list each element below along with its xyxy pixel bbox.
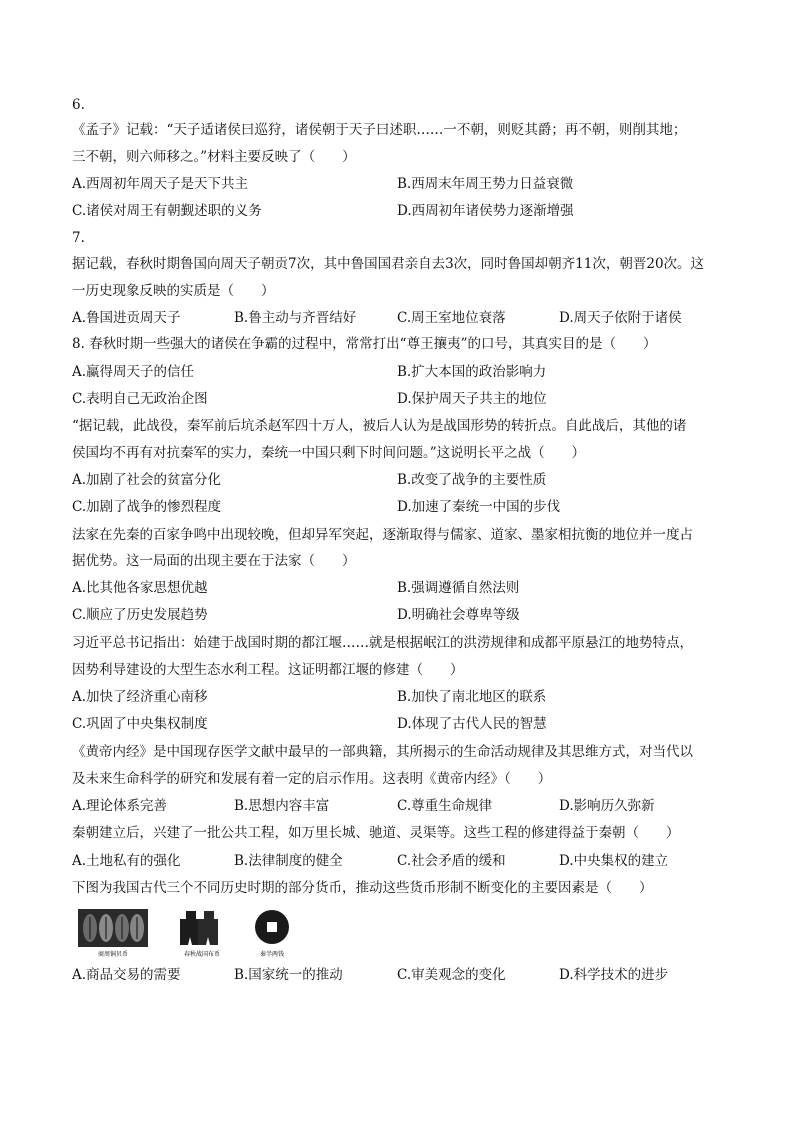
question-13-stem: 秦朝建立后，兴建了一批公共工程，如万里长城、驰道、灵渠等。这些工程的修建得益于秦朝（ ） (72, 825, 680, 841)
question-7-stem-line-2: 一历史现象反映的实质是（ ） (72, 283, 275, 299)
question-6-option-b: B.西周末年周王势力日益衰微 (397, 176, 574, 192)
question-10-stem-line-2: 据优势。这一局面的出现主要在于法家（ ） (72, 553, 356, 569)
question-13-option-d: D.中央集权的建立 (559, 853, 669, 869)
question-9-option-a: A.加剧了社会的贫富分化 (72, 472, 222, 488)
shell-coin-caption: 商周铜贝币 (97, 951, 129, 958)
question-13-option-b: B.法律制度的健全 (234, 853, 343, 869)
spade-coin-image (180, 911, 218, 945)
question-6-stem-line-1: 《孟子》记载：“天子适诸侯曰巡狩，诸侯朝于天子曰述职……一不朝，则贬其爵；再不朝，则削其地； (72, 122, 687, 138)
question-9-option-d: D.加速了秦统一中国的步伐 (397, 499, 561, 515)
question-14-option-c: C.审美观念的变化 (397, 967, 506, 983)
round-coin-caption: 秦半两钱 (259, 951, 285, 958)
question-14-option-a: A.商品交易的需要 (72, 967, 181, 983)
question-8-option-a: A.赢得周天子的信任 (72, 364, 195, 380)
question-14-option-b: B.国家统一的推动 (234, 967, 343, 983)
question-8-stem: 8. 春秋时期一些强大的诸侯在争霸的过程中，常常打出“尊王攘夷”的口号，其真实目的是（ ） (72, 336, 657, 352)
question-7-stem-line-1: 据记载，春秋时期鲁国向周天子朝贡7次，其中鲁国国君亲自去3次，同时鲁国却朝齐11次，朝晋20次。这 (72, 256, 705, 272)
question-7-number: 7. (72, 230, 85, 246)
question-9-option-c: C.加剧了战争的惨烈程度 (72, 499, 222, 515)
question-10-option-b: B.强调遵循自然法则 (397, 580, 520, 596)
ancient-coins-figure (78, 905, 318, 960)
question-12-option-a: A.理论体系完善 (72, 798, 168, 814)
question-12-stem-line-2: 及未来生命科学的研究和发展有着一定的启示作用。这表明《黄帝内经》（ ） (72, 771, 552, 787)
question-8-option-c: C.表明自己无政治企图 (72, 391, 208, 407)
question-9-option-b: B.改变了战争的主要性质 (397, 472, 547, 488)
question-6-stem-line-2: 三不朝，则六师移之。”材料主要反映了（ ） (72, 149, 356, 165)
question-11-stem-line-2: 因势利导建设的大型生态水利工程。这证明都江堰的修建（ ） (72, 662, 464, 678)
question-12-option-d: D.影响历久弥新 (559, 798, 655, 814)
question-8-option-d: D.保护周天子共主的地位 (397, 391, 547, 407)
question-6-number: 6. (72, 97, 85, 113)
question-10-option-d: D.明确社会尊卑等级 (397, 607, 520, 623)
question-7-option-b: B.鲁主动与齐晋结好 (234, 310, 357, 326)
question-13-option-a: A.土地私有的强化 (72, 853, 181, 869)
round-coin-image (255, 910, 289, 944)
question-12-option-b: B.思想内容丰富 (234, 798, 330, 814)
question-11-option-c: C.巩固了中央集权制度 (72, 716, 208, 732)
question-11-option-d: D.体现了古代人民的智慧 (397, 716, 547, 732)
question-12-option-c: C.尊重生命规律 (397, 798, 493, 814)
question-6-option-a: A.西周初年周天子是天下共主 (72, 176, 249, 192)
question-10-option-a: A.比其他各家思想优越 (72, 580, 208, 596)
question-7-option-a: A.鲁国进贡周天子 (72, 310, 181, 326)
question-10-option-c: C.顺应了历史发展趋势 (72, 607, 208, 623)
question-11-stem-line-1: 习近平总书记指出：始建于战国时期的都江堰……就是根据岷江的洪涝规律和成都平原悬江的地势特点， (72, 635, 693, 651)
question-11-option-a: A.加快了经济重心南移 (72, 689, 208, 705)
question-7-option-d: D.周天子依附于诸侯 (559, 310, 682, 326)
question-8-option-b: B.扩大本国的政治影响力 (397, 364, 547, 380)
question-7-option-c: C.周王室地位衰落 (397, 310, 506, 326)
question-11-option-b: B.加快了南北地区的联系 (397, 689, 547, 705)
question-12-stem-line-1: 《黄帝内经》是中国现存医学文献中最早的一部典籍，其所揭示的生命活动规律及其思维方式，对当代以 (72, 744, 693, 760)
shell-coin-image (78, 909, 148, 947)
question-6-option-d: D.西周初年诸侯势力逐渐增强 (397, 203, 574, 219)
question-14-option-d: D.科学技术的进步 (559, 967, 669, 983)
question-13-option-c: C.社会矛盾的缓和 (397, 853, 506, 869)
question-6-option-c: C.诸侯对周王有朝觐述职的义务 (72, 203, 262, 219)
question-9-stem-line-1: “据记载，此战役，秦军前后坑杀赵军四十万人，被后人认为是战国形势的转折点。自此战后，其他的诸 (72, 418, 687, 434)
spade-coin-caption: 春秋战国布币 (183, 951, 221, 958)
question-10-stem-line-1: 法家在先秦的百家争鸣中出现较晚，但却异军突起，逐渐取得与儒家、道家、墨家相抗衡的地位并一度占 (72, 527, 693, 543)
question-9-stem-line-2: 侯国均不再有对抗秦军的实力，秦统一中国只剩下时间问题。”这说明长平之战（ ） (72, 445, 586, 461)
question-14-stem: 下图为我国古代三个不同历史时期的部分货币，推动这些货币形制不断变化的主要因素是（ ） (72, 880, 653, 896)
